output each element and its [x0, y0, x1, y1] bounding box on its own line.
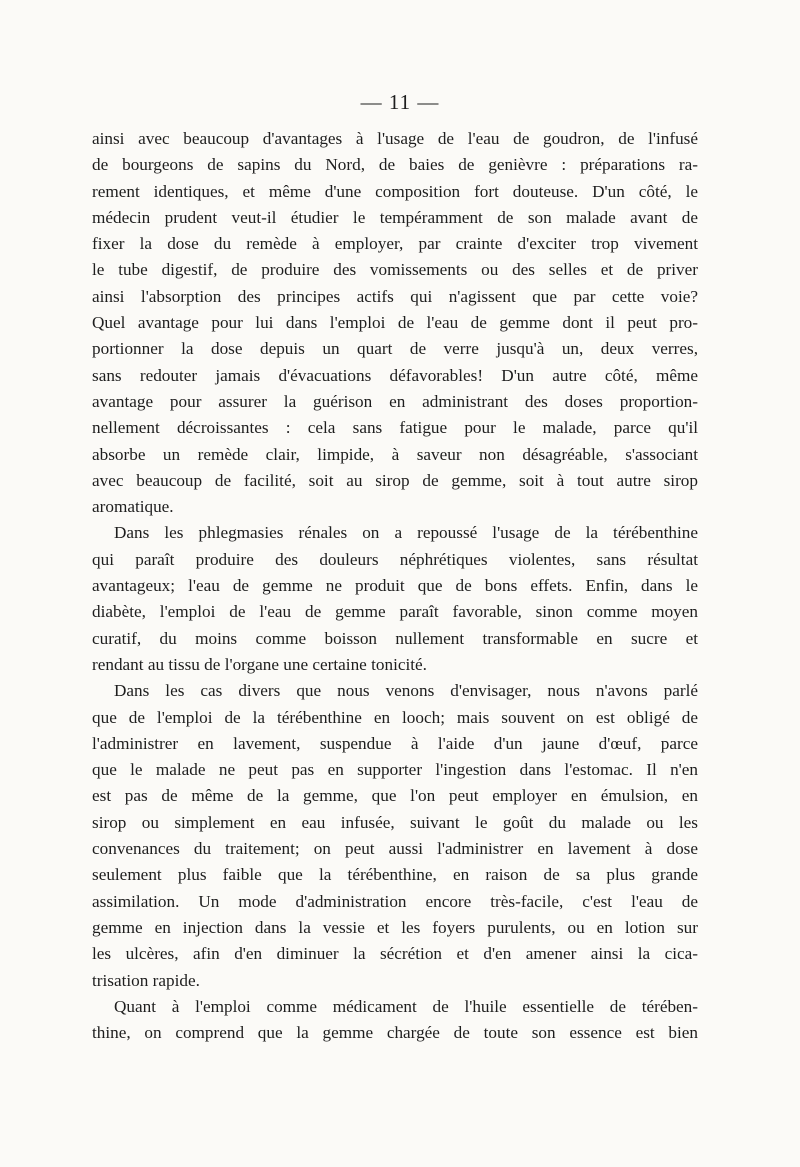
text-line: les ulcères, afin d'en diminuer la sécrétion et d'en amener ainsi la cica- [92, 944, 698, 964]
text-line: seulement plus faible que la térébenthine, en raison de sa plus grande [92, 865, 698, 885]
text-line: ainsi avec beaucoup d'avantages à l'usage de l'eau de goudron, de l'infusé [92, 129, 698, 148]
text-line: que le malade ne peut pas en supporter l'ingestion dans l'estomac. Il n'en [92, 760, 698, 780]
text-line: médecin prudent veut-il étudier le tempéramment de son malade avant de [92, 207, 698, 227]
text-line: Quant à l'emploi comme médicament de l'huile essentielle de térében- [114, 996, 698, 1016]
text-line: Dans les phlegmasies rénales on a repoussé l'usage de la térébenthine [114, 523, 698, 543]
text-line: qui paraît produire des douleurs néphrétiques violentes, sans résultat [92, 549, 698, 569]
text-line: l'administrer en lavement, suspendue à l'aide d'un jaune d'œuf, parce [92, 733, 698, 753]
text-line: curatif, du moins comme boisson nullement transformable en sucre et [92, 628, 698, 648]
text-line: avantageux; l'eau de gemme ne produit que de bons effets. Enfin, dans le [92, 576, 698, 596]
text-line: de bourgeons de sapins du Nord, de baies de genièvre : préparations ra- [92, 155, 698, 175]
text-line: sirop ou simplement en eau infusée, suivant le goût du malade ou les [92, 812, 698, 832]
text-line: aromatique. [92, 497, 174, 517]
text-line: fixer la dose du remède à employer, par crainte d'exciter trop vivement [92, 234, 698, 254]
text-line: sans redouter jamais d'évacuations défavorables! D'un autre côté, même [92, 365, 698, 385]
text-line: thine, on comprend que la gemme chargée de toute son essence est bien [92, 1023, 698, 1043]
text-line: portionner la dose depuis un quart de verre jusqu'à un, deux verres, [92, 339, 698, 359]
text-line: Dans les cas divers que nous venons d'envisager, nous n'avons parlé [114, 681, 698, 701]
text-line: trisation rapide. [92, 970, 200, 990]
text-line: rendant au tissu de l'organe une certaine tonicité. [92, 654, 427, 674]
text-line: assimilation. Un mode d'administration encore très-facile, c'est l'eau de [92, 891, 698, 911]
text-line: le tube digestif, de produire des vomissements ou des selles et de priver [92, 260, 698, 280]
text-line: convenances du traitement; on peut aussi l'administrer en lavement à dose [92, 839, 698, 859]
text-line: absorbe un remède clair, limpide, à saveur non désagréable, s'associant [92, 444, 698, 464]
text-line: nellement décroissantes : cela sans fatigue pour le malade, parce qu'il [92, 418, 698, 438]
text-line: rement identiques, et même d'une composition fort douteuse. D'un côté, le [92, 181, 698, 201]
page-number: — 11 — [360, 90, 440, 114]
body-text [92, 126, 698, 1046]
text-line: diabète, l'emploi de l'eau de gemme paraît favorable, sinon comme moyen [92, 602, 698, 622]
text-line: est pas de même de la gemme, que l'on peut employer en émulsion, en [92, 786, 698, 806]
text-line: avantage pour assurer la guérison en administrant des doses proportion- [92, 391, 698, 411]
text-line: avec beaucoup de facilité, soit au sirop de gemme, soit à tout autre sirop [92, 470, 698, 490]
text-line: que de l'emploi de la térébenthine en looch; mais souvent on est obligé de [92, 707, 698, 727]
text-line: ainsi l'absorption des principes actifs qui n'agissent que par cette voie? [92, 286, 698, 306]
text-line: gemme en injection dans la vessie et les foyers purulents, ou en lotion sur [92, 917, 698, 937]
text-line: Quel avantage pour lui dans l'emploi de l'eau de gemme dont il peut pro- [92, 313, 698, 333]
